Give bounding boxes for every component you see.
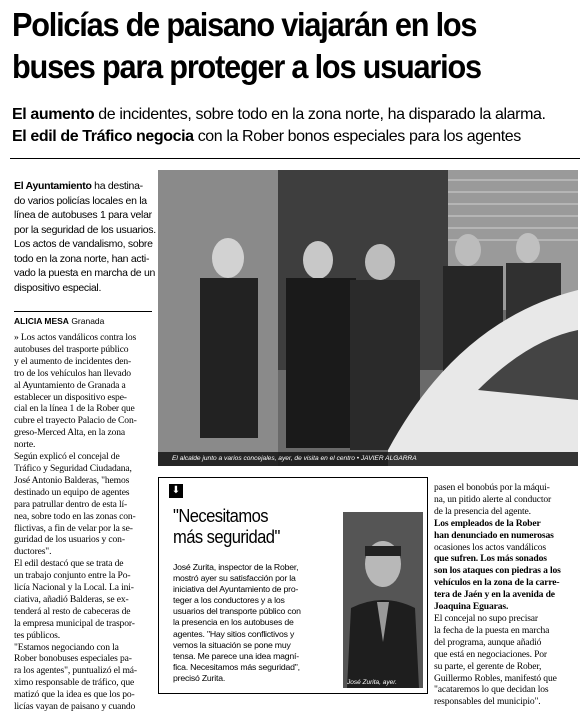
col1-line: guridad de los usuarios y con- (14, 534, 125, 546)
col1-line: Según explicó el concejal de (14, 451, 120, 463)
subhead-1-bold: El aumento (12, 106, 95, 123)
col1-line: tenderá al resto de cabeceras de (14, 605, 131, 617)
subhead-2 (12, 126, 587, 148)
sidebar-body-line: iniciativa del Ayuntamiento de pro- (173, 584, 299, 595)
col1-line: un trabajo conjunto entre la Po- (14, 570, 131, 582)
sidebar-body-line: precisó Zurita. (173, 672, 226, 683)
col1-line: para patrullar dentro de esta lí- (14, 498, 128, 510)
col1-line: norte. (14, 439, 36, 451)
subhead-2-rest: con la Rober bonos especiales para los agentes (193, 128, 521, 145)
byline-author: ALICIA MESA (14, 316, 69, 326)
col1-line: la empresa municipal de traspor- (14, 617, 135, 629)
section-divider (10, 158, 580, 159)
body-column-1 (14, 332, 157, 713)
sidebar-body-line: mostró ayer su satisfacción por la (173, 573, 296, 584)
lead-line-7: dispositivo especial. (14, 281, 102, 294)
col1-line: destinado un equipo de agentes (14, 486, 130, 498)
sidebar-title-line-2: más seguridad" (173, 527, 280, 547)
col3-line: na, un pitido alerte al conductor (434, 493, 552, 505)
subhead-1-rest: de incidentes, sobre todo en la zona norte, ha disparado la alarma. (94, 106, 546, 123)
lead-line-0: ha destina- (91, 180, 143, 192)
lead-line-1: do varios policías locales en la (14, 194, 147, 207)
headline-line-2: buses para proteger a los usuarios (12, 48, 481, 85)
col1-line: José Antonio Balderas, "hemos (14, 474, 130, 486)
col1-line: ductores". (14, 546, 52, 558)
col3-line: que está en negociaciones. Por (434, 648, 547, 660)
col1-line: Tráfico y Seguridad Ciudadana, (14, 462, 132, 474)
body-column-3 (434, 482, 582, 708)
col1-line: al Ayuntamiento de Granada a (14, 379, 126, 391)
col1-line: ra los agentes", puntualizó el má- (14, 665, 137, 677)
col1-line: ciativa, añadió Balderas, se ex- (14, 593, 129, 605)
col3-line: de la presencia del agente. (434, 505, 531, 517)
sidebar-photo (343, 512, 423, 688)
col1-line: nea, sobre todo en las zonas con- (14, 510, 136, 522)
lead-first-words: El Ayuntamiento (14, 180, 92, 192)
sidebar-title (173, 506, 302, 548)
arrow-down-icon: ⬇ (169, 484, 183, 498)
col3-line: tera de Jaén y en la avenida de (434, 589, 555, 601)
sidebar-body-line: agentes. "Hay sitios conflictivos y (173, 628, 295, 639)
col3-line: son los ataques con piedras a los (434, 565, 561, 577)
portrait-image (343, 512, 423, 688)
col1-line: » Los actos vandálicos contra los (14, 332, 137, 343)
sidebar-body-line: vemos la situación se pone muy (173, 639, 291, 650)
col3-line: "acataremos lo que decidan los (434, 684, 549, 696)
col3-line: responsables del municipio". (434, 696, 541, 708)
sidebar-body (173, 562, 339, 684)
col1-line: y el aumento de incidentes den- (14, 355, 132, 367)
main-photo (158, 170, 578, 466)
col1-line: ximo responsable de tráfico, que (14, 677, 135, 689)
subheadings (12, 104, 587, 148)
col1-line: matizó que la idea es que los po- (14, 689, 135, 701)
headline-line-1: Policías de paisano viajarán en los (12, 6, 477, 43)
col3-line: Los empleados de la Rober (434, 517, 541, 529)
col3-line: El concejal no supo precisar (434, 612, 538, 624)
byline (14, 311, 152, 326)
col3-line: Guillermo Robles, manifestó que (434, 672, 557, 684)
col1-line: licías vayan de paisano y cuando (14, 701, 136, 713)
lead-line-2: línea de autobuses 1 para velar (14, 209, 152, 221)
col1-line: establecer un dispositivo espe- (14, 391, 127, 403)
col3-line: han denunciado en numerosas (434, 529, 554, 541)
col3-line: del programa, aunque añadió (434, 636, 542, 648)
lead-line (14, 179, 152, 194)
col3-line: pasen el bonobús por la máqui- (434, 482, 550, 493)
lead-line-4: Los actos de vandalismo, sobre (14, 238, 153, 250)
col1-line: tes públicos. (14, 629, 61, 641)
sidebar-title-line-1: "Necesitamos (173, 506, 268, 526)
col1-line: El edil destacó que se trata de (14, 558, 124, 570)
sidebar-photo-caption: José Zurita, ayer. (347, 679, 397, 686)
subhead-2-bold: El edil de Tráfico negocia (12, 128, 194, 145)
col3-line: ocasiones los actos vandálicos (434, 541, 546, 553)
lead-line-5: todo en la zona norte, han acti- (14, 252, 150, 265)
col1-line: cubre el trayecto Palacio de Con- (14, 415, 137, 427)
col3-line: que sufren. Los más sonados (434, 553, 547, 565)
main-photo-image (158, 170, 578, 466)
lead-paragraph (14, 179, 156, 295)
col3-line: la fecha de la puesta en marcha (434, 624, 550, 636)
subhead-1 (12, 104, 587, 126)
sidebar-body-line: fica. Necesitamos más seguridad", (173, 661, 300, 672)
col1-line: cial en la línea 1 de la Rober que (14, 403, 135, 415)
sidebar-body-line: teger a los conductores y a los (173, 595, 285, 606)
sidebar-body-line: José Zurita, inspector de la Rober, (173, 562, 299, 572)
col1-line: licía Nacional y la Local. La ini- (14, 582, 134, 594)
col1-line: Rober bonobuses especiales pa- (14, 653, 132, 665)
photo-caption: El alcalde junto a varios concejales, ayer, de visita en el centro • JAVIER ALGARRA (158, 452, 578, 466)
col1-line: "Estamos negociando con la (14, 641, 119, 653)
col3-line: vehículos en la zona de la carre- (434, 577, 560, 589)
col3-line: su parte, el gerente de Rober, (434, 660, 542, 672)
col1-line: flictivas, a fin de velar por la se- (14, 522, 133, 534)
sidebar-body-line: usuarios del transporte público con (173, 606, 301, 617)
lead-line-6: vado la puesta en marcha de un (14, 267, 156, 279)
lead-line-3: por la seguridad de los usuarios. (14, 223, 156, 236)
sidebar-body-line: tensa. Me parece una idea magní- (173, 650, 299, 661)
col3-line: Joaquina Eguaras. (434, 601, 509, 613)
col1-line: autobuses del trasporte público (14, 343, 129, 355)
headline (12, 4, 538, 88)
sidebar-box (158, 477, 428, 694)
byline-place: Granada (71, 316, 105, 326)
col1-line: greso-Merced Alta, en la zona (14, 427, 125, 439)
sidebar-body-line: la presencia en los autobuses de (173, 617, 294, 628)
col1-line: tro de los vehículos han llevado (14, 367, 131, 379)
